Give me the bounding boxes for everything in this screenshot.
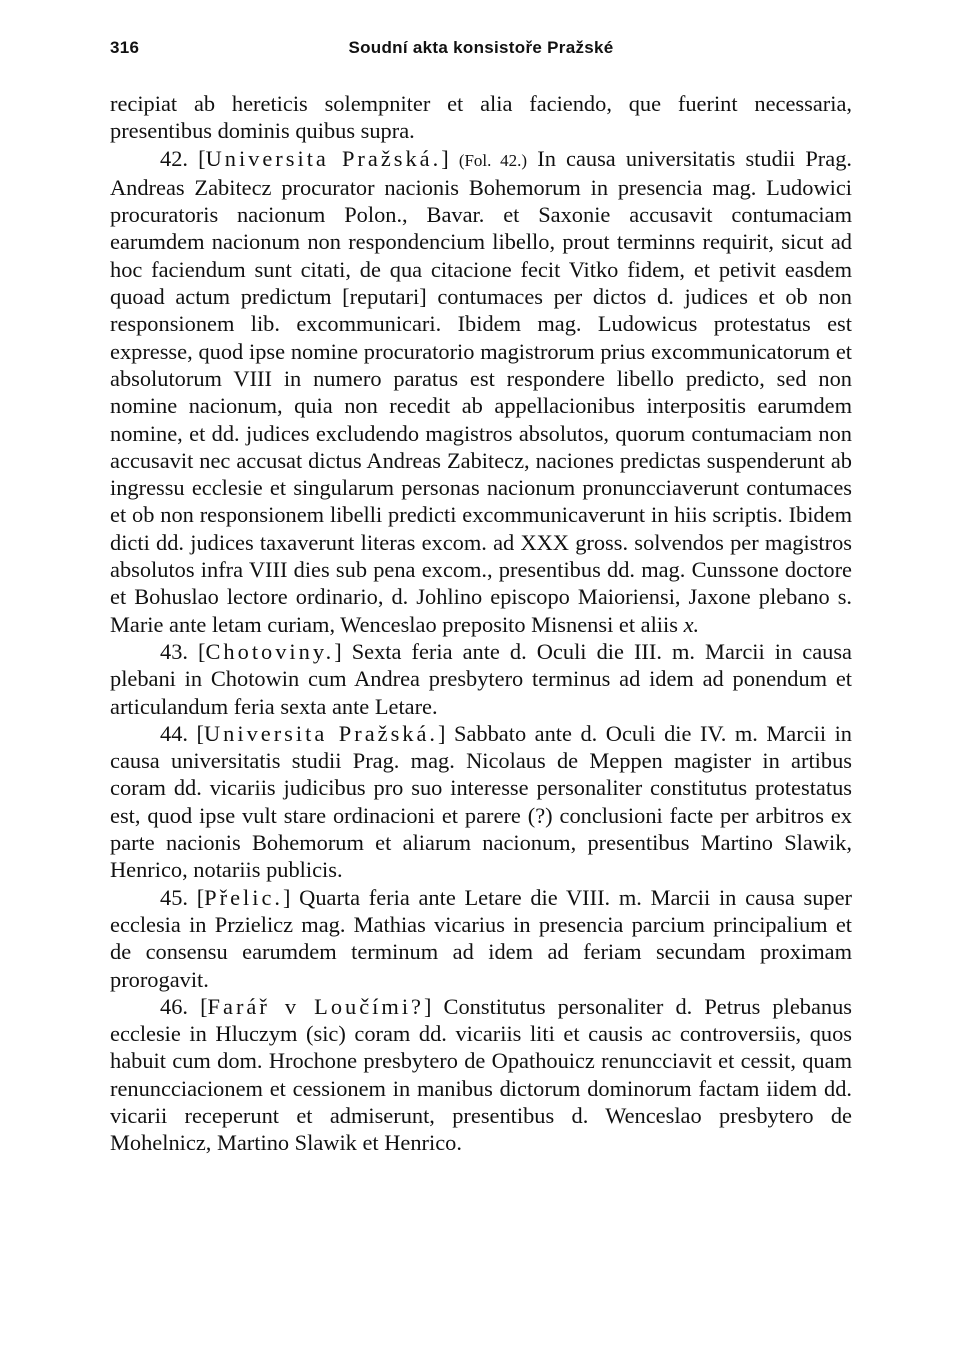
paragraph-continuation bbox=[110, 90, 852, 145]
entry-heading: Chotoviny. bbox=[205, 638, 335, 664]
bracket-close: ] bbox=[441, 145, 459, 171]
running-header bbox=[110, 38, 852, 62]
entry-heading: Farář v Loučími? bbox=[207, 993, 424, 1019]
entry-number: 45. [ bbox=[160, 884, 205, 910]
entry-heading: Universita Pražská. bbox=[205, 145, 442, 171]
running-title: Soudní akta konsistoře Pražské bbox=[348, 38, 614, 57]
entry-heading: Universita Pražská. bbox=[203, 720, 439, 746]
folio-reference: (Fol. 42.) bbox=[458, 150, 528, 170]
entry-heading: Přelic. bbox=[204, 884, 283, 910]
entry-42 bbox=[110, 145, 852, 638]
page-number: 316 bbox=[110, 38, 140, 57]
entry-46 bbox=[110, 993, 852, 1157]
paragraph-text: recipiat ab hereticis solempniter et alia faciendo, que fuerint necessaria, presentibus dominis quibus supra. bbox=[110, 91, 852, 144]
entry-text: ] Sabbato ante d. Oculi die IV. m. Marcii in causa universitatis studii Prag. mag. Nicolaus de Meppen magister in artibus coram dd. vicariis judicibus pro suo interesse personaliter constitutus protestatus est, quod ipse vult stare ordinacioni et parere (?) conclusioni facte per arbitros ex parte nacionis Bohemorum et aliarum nacionum, presentibus Martino Slawik, Henrico, notariis publicis. bbox=[110, 720, 852, 883]
entry-43 bbox=[110, 638, 852, 720]
entry-45 bbox=[110, 884, 852, 993]
entry-number: 44. [ bbox=[160, 720, 204, 746]
entry-tail: x. bbox=[683, 611, 700, 637]
entry-number: 42. [ bbox=[160, 145, 206, 171]
entry-number: 43. [ bbox=[160, 638, 206, 664]
document-body bbox=[110, 90, 852, 1157]
entry-44 bbox=[110, 720, 852, 884]
entry-number: 46. [ bbox=[160, 993, 208, 1019]
entry-text: In causa universitatis studii Prag. Andreas Zabitecz procurator nacionis Bohemorum in presencia mag. Ludowici procuratoris nacionum Polon., Bavar. et Saxonie accusavit contumaciam earumdem nacionum non respondencium libello, prout terminns requirit, sicut ad hoc faciendum sunt citati, de qua citacione fecit Vitko fidem, et petivit easdem quoad actum predictum [reputari] contumaces per dictos d. judices et ob non responsionem lib. excommunicari. Ibidem mag. Ludowicus protestatus est expresse, quod ipse nomine procuratorio magistrorum prius excommunicatorum et absolutorum VIII in numero paratus est respondere libello predicto, sed non nomine nacionum, quia non recedit ab appellacionibus interpositis earumdem nomine, et dd. judices excludendo magistros absolutos, quorum contumaciam non accusavit nec accusat dictus Andreas Zabitecz, naciones predictas suspenderunt ab ingressu ecclesie et singularum personas nacionum pronuncciaverunt contumaces et ob non responsionem libelli predicti excommunicaverunt in hiis scriptis. Ibidem dicti dd. judices taxaverunt literas excom. ad XXX gross. solvendos per magistros absolutos infra VIII dies sub pena excom., presentibus dd. mag. Cunssone doctore et Bohuslao lectore ordinario, d. Johlino episcopo Maioriensi, Jaxone plebano s. Marie ante letam curiam, Wenceslao preposito Misnensi et aliis bbox=[110, 145, 852, 637]
entry-text: ] Quarta feria ante Letare die VIII. m. Marcii in causa super ecclesia in Przielicz mag. Mathias vicarius in presencia parcium principalium et de consensu earumdem terminum ad idem ad feriam secundam proximam prorogavit. bbox=[110, 884, 852, 992]
entry-text: ] Constitutus personaliter d. Petrus plebanus ecclesie in Hluczym (sic) coram dd. vicariis liti et causis ac controversiis, quos habuit cum dom. Hrochone presbytero de Opathouicz renuncciavit et cessit, quam renuncciacionem et cessionem in manibus dictorum dominorum factam iidem dd. vicarii receperunt et admiserunt, presentibus d. Wenceslao presbytero de Mohelnicz, Martino Slawik et Henrico. bbox=[110, 993, 852, 1156]
entry-text: ] Sexta feria ante d. Oculi die III. m. Marcii in causa plebani in Chotowin cum Andrea presbytero terminus ad idem ad ponendum et articulandum feria sexta ante Letare. bbox=[110, 638, 852, 719]
